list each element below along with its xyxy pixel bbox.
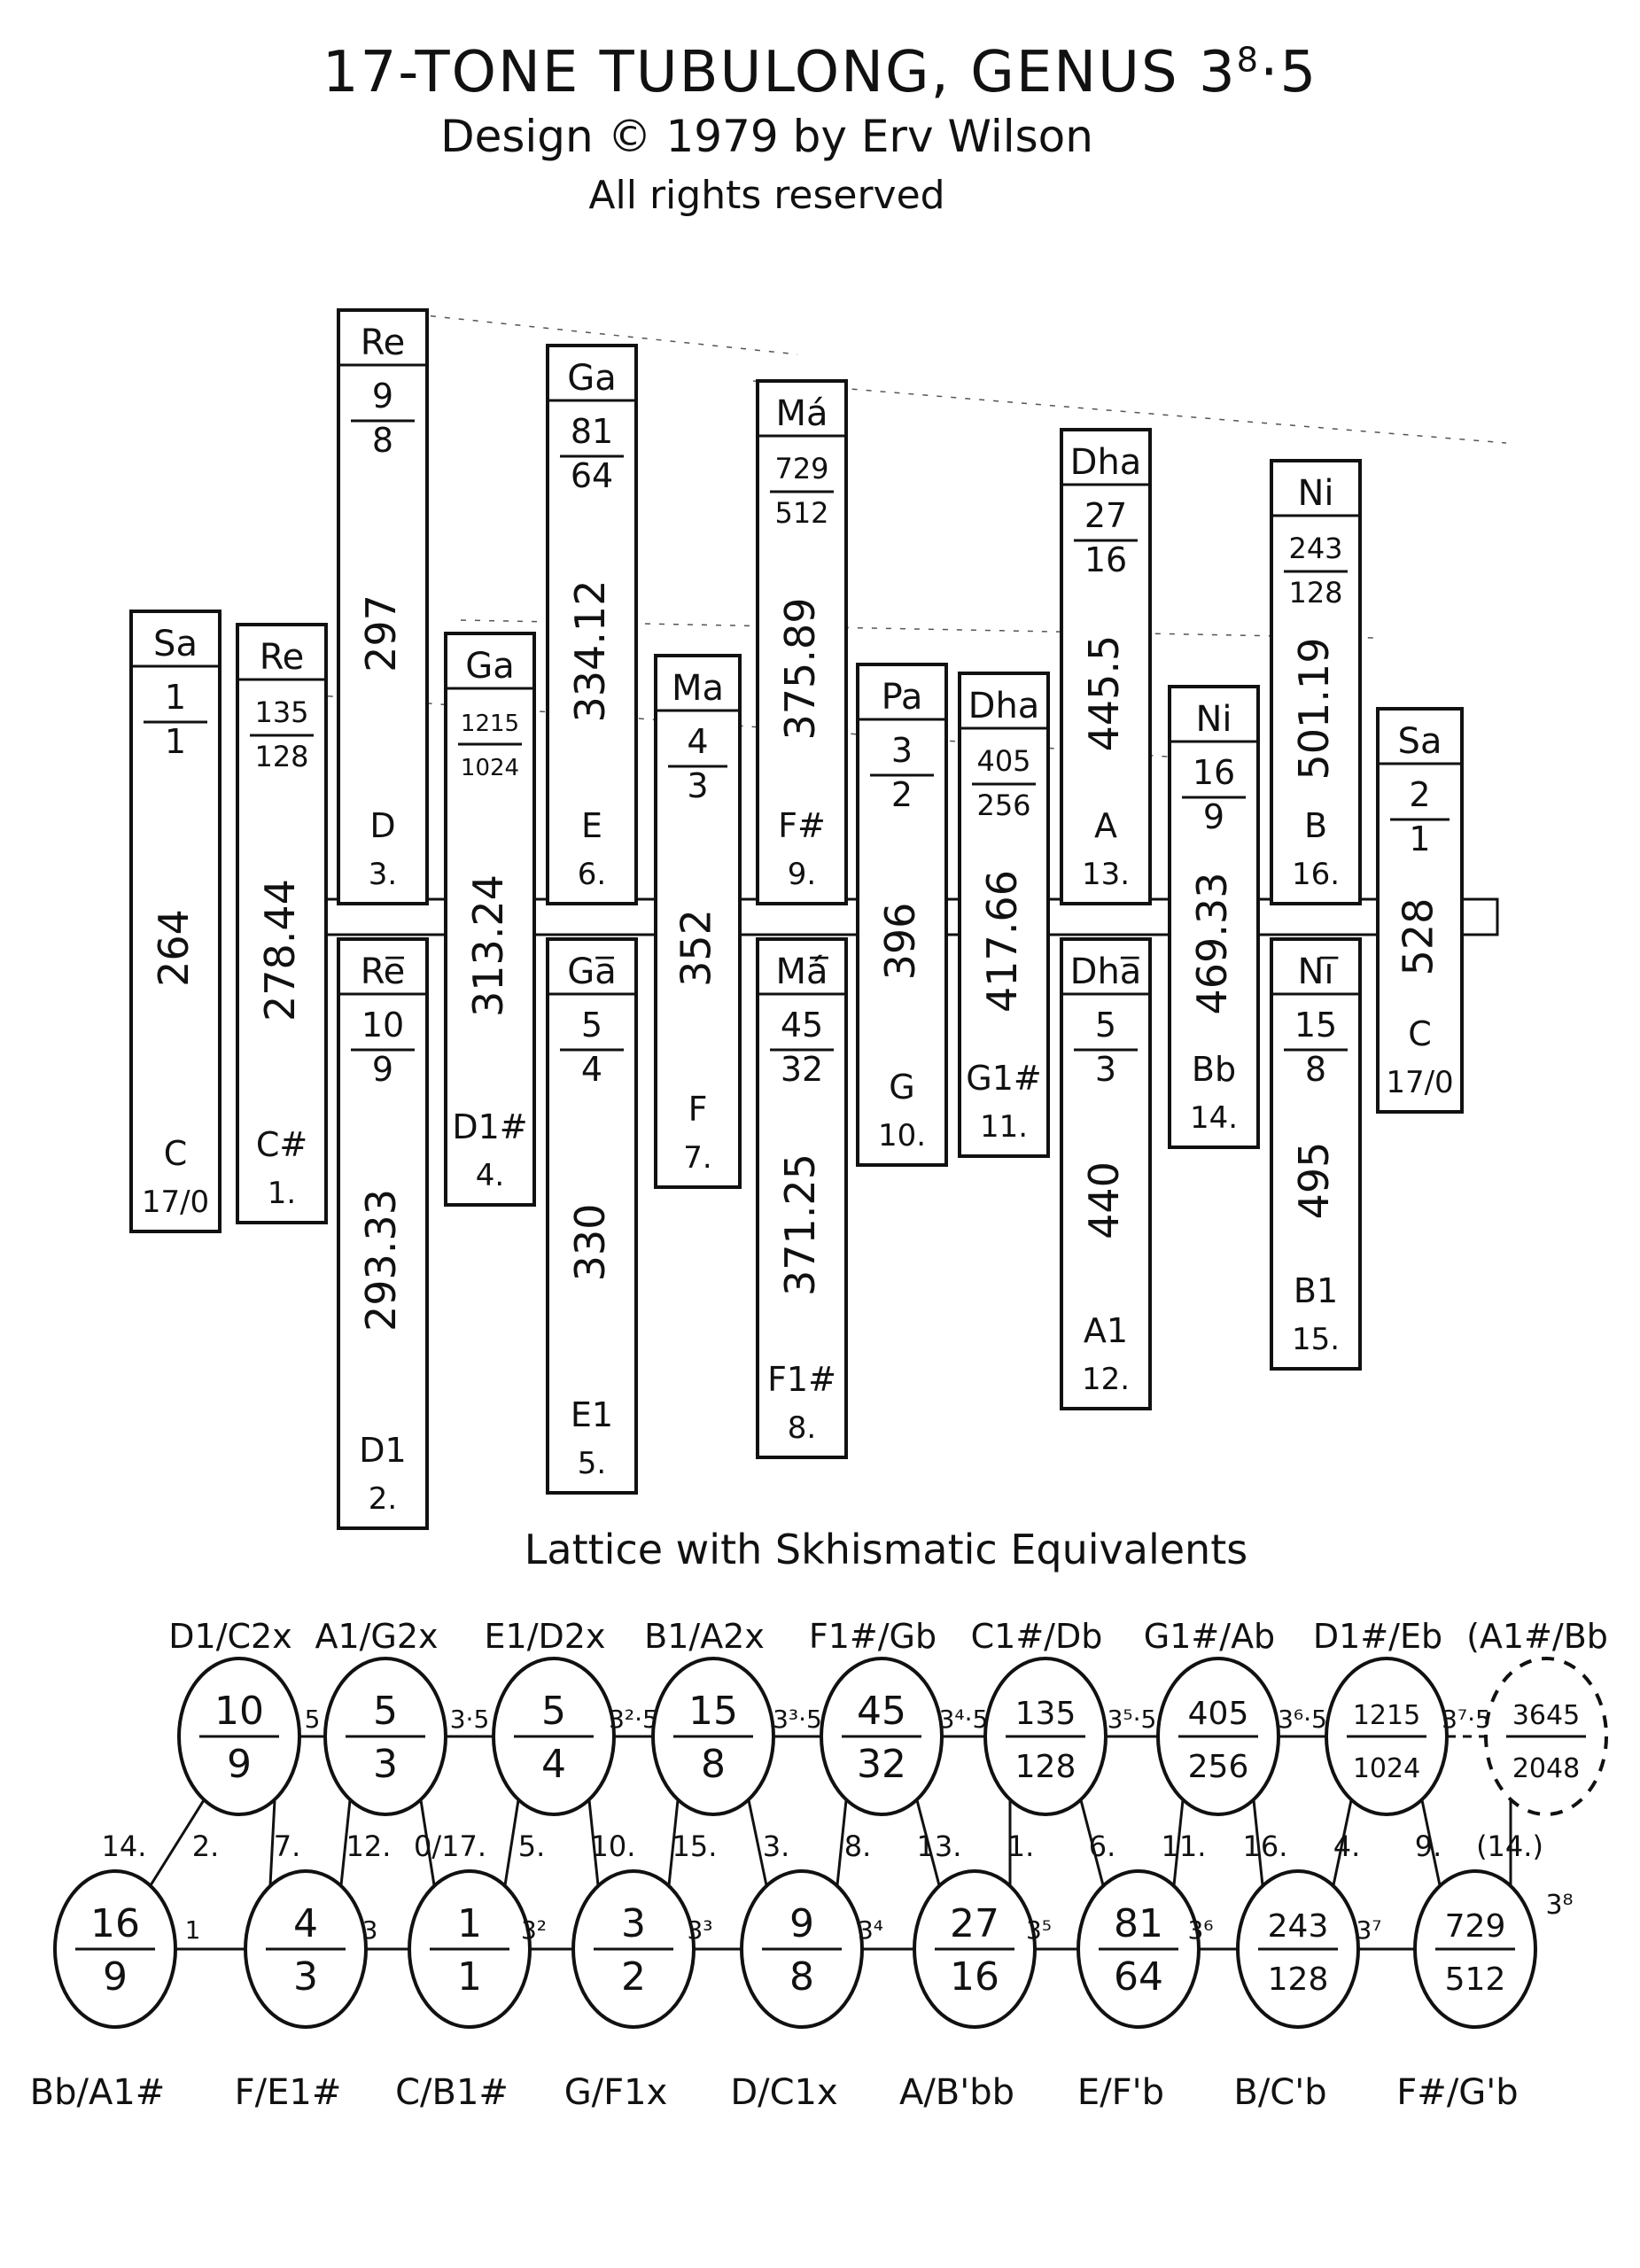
lattice-node-top: [1158, 1658, 1279, 1814]
lattice-step-label: 9.: [1414, 1829, 1442, 1863]
tube-ratio-num: 81: [570, 412, 614, 451]
lattice-node-num: 16: [90, 1901, 140, 1946]
tube-ratio-den: 128: [1288, 576, 1343, 610]
tube-1: [131, 611, 220, 1231]
tube-9: [758, 381, 846, 904]
tube-ratio-num: 243: [1288, 532, 1343, 565]
lattice-node-den: 128: [1014, 1749, 1076, 1785]
tube-frequency: 293.33: [357, 1189, 405, 1332]
tube-note-name: D: [369, 806, 396, 845]
lattice-node-num: 81: [1114, 1901, 1163, 1946]
tube-ratio-num: 2: [1409, 775, 1431, 814]
tube-sargam: Má: [775, 393, 828, 434]
lattice-bottom-name: Bb/A1#: [29, 2072, 166, 2113]
tube-note-name: E: [580, 806, 603, 845]
lattice-title: Lattice with Skhismatic Equivalents: [524, 1526, 1248, 1573]
tube-frequency: 371.25: [776, 1153, 824, 1296]
tube-5: [446, 633, 534, 1205]
lattice-node-num: 4: [293, 1901, 318, 1946]
lattice-step-label: 10.: [590, 1829, 636, 1863]
tube-note-name: B1: [1293, 1271, 1339, 1310]
lattice-node-bottom: [742, 1871, 862, 2027]
tube-sargam: Ni̅: [1297, 951, 1334, 992]
tube-ratio-den: 1: [1409, 819, 1431, 858]
tube-ratio-den: 128: [254, 740, 309, 773]
tube-note-name: Bb: [1191, 1050, 1237, 1089]
tube-11: [858, 664, 946, 1165]
tube-8: [656, 656, 740, 1187]
lattice-node-den: 4: [541, 1742, 566, 1787]
lattice-node-bottom: [1415, 1871, 1535, 2027]
tube-ratio-num: 10: [361, 1006, 405, 1045]
lattice-node-bottom: [1078, 1871, 1199, 2027]
lattice-top-name: C1#/Db: [970, 1617, 1103, 1656]
lattice-edge-label-top: 3⁶·5: [1278, 1705, 1327, 1734]
design-credit: Design © 1979 by Erv Wilson: [440, 111, 1093, 162]
lattice-node-num: 1215: [1352, 1700, 1421, 1731]
tube-frequency: 297: [357, 594, 405, 672]
lattice-node-num: 1: [457, 1901, 482, 1946]
tube-ratio-num: 45: [780, 1006, 824, 1045]
lattice-step-label: 4.: [1333, 1829, 1361, 1863]
title-exponent: 8: [1236, 40, 1261, 81]
tube-ratio-den: 2: [890, 775, 913, 814]
tube-ratio-den: 8: [1304, 1050, 1327, 1089]
tube-ratio-den: 16: [1084, 540, 1128, 579]
tube-index: 4.: [475, 1158, 505, 1193]
lattice-node-num: 5: [373, 1689, 398, 1734]
tube-7: [548, 939, 636, 1493]
tube-sargam: Ni: [1195, 699, 1232, 740]
tube-frequency: 352: [672, 909, 720, 987]
tube-sargam: Re: [259, 637, 305, 678]
tube-ratio-num: 135: [254, 695, 309, 729]
lattice-node-den: 512: [1444, 1961, 1506, 1998]
tube-ratio-den: 1: [164, 722, 187, 761]
lattice-edge-label-bottom: 3⁴: [857, 1915, 884, 1945]
lattice-step-label: 7.: [273, 1829, 301, 1863]
lattice-node-top: [653, 1658, 773, 1814]
tube-frequency: 445.5: [1080, 634, 1128, 752]
lattice-node-den: 9: [103, 1954, 128, 2000]
tube-sargam: Sa: [1397, 721, 1442, 762]
tube-note-name: E1: [570, 1395, 614, 1434]
tube-index: 15.: [1291, 1322, 1341, 1357]
tube-13: [1061, 430, 1150, 904]
lattice-node-den: 9: [227, 1742, 252, 1787]
lattice-step-label: 14.: [101, 1829, 147, 1863]
tube-frequency: 417.66: [978, 870, 1026, 1013]
tube-4: [338, 939, 427, 1528]
tube-ratio-den: 9: [371, 1050, 394, 1089]
lattice-step-label: 15.: [672, 1829, 718, 1863]
tube-note-name: G: [889, 1068, 915, 1107]
lattice-bottom-name: D/C1x: [730, 2072, 838, 2113]
tube-note-name: B: [1303, 806, 1328, 845]
lattice-node-top: [494, 1658, 614, 1814]
lattice-top-name: A1/G2x: [315, 1617, 439, 1656]
tube-index: 7.: [683, 1140, 712, 1176]
tube-ratio-num: 27: [1084, 496, 1128, 535]
lattice-edge-label-bottom: 3: [361, 1915, 378, 1945]
tube-ratio-den: 4: [580, 1050, 603, 1089]
lattice-edge-label-top: 3·5: [449, 1705, 490, 1734]
lattice-step-label: 5.: [517, 1829, 546, 1863]
tube-note-name: C: [1408, 1014, 1432, 1053]
lattice-top-name: D1#/Eb: [1312, 1617, 1443, 1656]
tube-sargam: Dha̅: [1069, 951, 1142, 992]
tube-index: 1.: [267, 1176, 297, 1211]
tube-ratio-den: 1024: [460, 755, 520, 781]
lattice-node-bottom: [573, 1871, 694, 2027]
tube-note-name: F1#: [767, 1360, 836, 1399]
tube-note-name: F#: [778, 806, 826, 845]
lattice-top-name: E1/D2x: [484, 1617, 606, 1656]
lattice-edge-label-bottom: 3⁶: [1187, 1915, 1214, 1945]
lattice-bottom-name: G/F1x: [564, 2072, 668, 2113]
lattice-node-num: 405: [1187, 1696, 1249, 1732]
tube-sargam: Pa: [881, 677, 923, 718]
lattice-node-num: 9: [789, 1901, 814, 1946]
lattice-edge-label-top: 3³·5: [773, 1705, 822, 1734]
tube-18: [1378, 709, 1462, 1112]
tube-bars: [131, 310, 1506, 1528]
lattice-step-label: 1.: [1007, 1829, 1035, 1863]
tube-note-name: F: [688, 1090, 708, 1129]
tube-index: 9.: [787, 857, 817, 892]
lattice-step-label: 11.: [1161, 1829, 1207, 1863]
tube-frequency: 495: [1290, 1141, 1338, 1220]
lattice-top-name: G1#/Ab: [1143, 1617, 1276, 1656]
lattice-edge-label-bottom: 3²: [520, 1915, 548, 1945]
lattice-bottom-name: F#/G'b: [1396, 2072, 1519, 2113]
tube-note-name: G1#: [966, 1059, 1042, 1098]
lattice-node-bottom: [1238, 1871, 1358, 2027]
lattice-node-num: 729: [1444, 1908, 1506, 1945]
tube-frequency: 469.33: [1188, 872, 1236, 1015]
tube-index: 10.: [877, 1118, 927, 1153]
lattice-node-bottom: [409, 1871, 530, 2027]
tube-note-name: C: [163, 1134, 188, 1173]
lattice-node-den: 16: [950, 1954, 999, 2000]
tube-frequency: 501.19: [1290, 637, 1338, 781]
tube-index: 14.: [1189, 1100, 1239, 1136]
tube-ratio-num: 9: [371, 377, 394, 416]
lattice-edge-label-top: 3⁷·5: [1442, 1705, 1491, 1734]
tube-index: 12.: [1081, 1362, 1131, 1397]
lattice-edge-label-bottom: 1: [184, 1915, 201, 1945]
tube-frequency: 528: [1394, 897, 1442, 976]
tube-ratio-num: 15: [1294, 1006, 1338, 1045]
title-text: 17-TONE TUBULONG, GENUS 3: [322, 40, 1237, 105]
tube-15: [1170, 687, 1258, 1147]
tube-index: 8.: [787, 1410, 817, 1446]
lattice-node-top: [325, 1658, 446, 1814]
tube-2: [237, 625, 326, 1223]
tube-index: 13.: [1081, 857, 1131, 892]
tube-ratio-den: 32: [780, 1050, 824, 1089]
lattice-node-top: [179, 1658, 299, 1814]
title-tail: ·5: [1260, 40, 1318, 105]
tube-index: 2.: [368, 1481, 398, 1517]
lattice-step-label: 8.: [843, 1829, 872, 1863]
tube-ratio-num: 1215: [460, 711, 520, 737]
tube-frequency: 278.44: [256, 879, 304, 1021]
lattice-top-name: B1/A2x: [644, 1617, 765, 1656]
lattice-node-num: 135: [1014, 1696, 1076, 1732]
tube-frequency: 330: [566, 1203, 614, 1282]
lattice-node-bottom: [245, 1871, 366, 2027]
lattice-node-den: 256: [1187, 1749, 1249, 1785]
tube-frequency: 375.89: [776, 597, 824, 741]
tube-ratio-num: 4: [687, 722, 709, 761]
lattice-edge-label-bottom: 3⁵: [1025, 1915, 1053, 1945]
lattice-node-top: [821, 1658, 942, 1814]
lattice-node-bottom: [914, 1871, 1035, 2027]
lattice-bottom-name: A/B'bb: [898, 2072, 1015, 2113]
tube-sargam: Ga: [567, 358, 617, 399]
tube-sargam: Ga: [465, 646, 515, 687]
tube-sargam: Ma: [671, 668, 725, 709]
lattice-node-den: 3: [373, 1742, 398, 1787]
tube-sargam: Ga̅: [567, 951, 617, 992]
tube-ratio-num: 405: [976, 744, 1031, 778]
lattice-node-num: 5: [541, 1689, 566, 1734]
lattice-edge-label-top: 5: [304, 1705, 321, 1734]
lattice-node-num: 10: [214, 1689, 264, 1734]
lattice-node-num: 3645: [1512, 1700, 1581, 1731]
tube-note-name: A1: [1083, 1311, 1129, 1350]
lattice-step-label: 0/17.: [413, 1829, 487, 1863]
lattice-node-den: 8: [701, 1742, 726, 1787]
lattice-step-label: (14.): [1476, 1829, 1543, 1863]
tube-sargam: Dha: [1069, 442, 1142, 483]
tube-ratio-den: 64: [570, 456, 614, 495]
tube-index: 3.: [368, 857, 398, 892]
tube-note-name: C#: [255, 1125, 308, 1164]
lattice-node-den: 3: [293, 1954, 318, 2000]
lattice-edge-label-top: 3²·5: [609, 1705, 658, 1734]
tube-ratio-num: 3: [890, 731, 913, 770]
tube-ratio-num: 1: [164, 678, 187, 717]
lattice-node-den: 2: [621, 1954, 646, 2000]
lattice-edge-label-bottom: 3⁷: [1356, 1915, 1382, 1945]
tube-ratio-num: 16: [1192, 753, 1236, 792]
lattice-node-den: 64: [1114, 1954, 1163, 2000]
tube-14: [1061, 939, 1150, 1409]
tube-note-name: A: [1094, 806, 1117, 845]
tube-sargam: Má̅: [775, 951, 828, 992]
lattice-node-den: 128: [1267, 1961, 1329, 1998]
tube-16: [1271, 461, 1360, 904]
lattice-node-num: 27: [950, 1901, 999, 1946]
tube-frequency: 264: [150, 909, 198, 987]
tube-12: [960, 673, 1048, 1156]
tube-ratio-num: 5: [1094, 1006, 1117, 1045]
rights-notice: All rights reserved: [588, 173, 945, 218]
tube-sargam: Re: [360, 322, 406, 363]
lattice-top-name: F1#/Gb: [808, 1617, 937, 1656]
tube-10: [758, 939, 846, 1457]
tube-sargam: Ni: [1297, 473, 1334, 514]
lattice-top-name: D1/C2x: [168, 1617, 292, 1656]
tube-note-name: D1#: [452, 1107, 528, 1146]
lattice-node-bottom: [55, 1871, 175, 2027]
tube-index: 17/0: [141, 1184, 210, 1220]
lattice-node-num: 243: [1267, 1908, 1329, 1945]
tube-frequency: 396: [876, 902, 924, 981]
tube-index: 11.: [979, 1109, 1029, 1145]
lattice-node-den: 1: [457, 1954, 482, 2000]
tube-ratio-den: 256: [976, 788, 1031, 822]
lattice-node-num: 3: [621, 1901, 646, 1946]
tube-ratio-den: 9: [1202, 797, 1225, 836]
lattice-edge-diagonal: [505, 1800, 518, 1885]
tube-ratio-num: 5: [580, 1006, 603, 1045]
tube-frequency: 334.12: [566, 579, 614, 723]
tube-note-name: D1: [359, 1431, 407, 1470]
lattice-edge-label-tail: 3⁸: [1545, 1890, 1574, 1921]
lattice-step-label: 12.: [346, 1829, 392, 1863]
tube-6: [548, 346, 636, 904]
lattice-bottom-name: B/C'b: [1233, 2072, 1327, 2113]
tube-ratio-den: 8: [371, 421, 394, 460]
lattice-edge-label-top: 3⁴·5: [938, 1705, 989, 1734]
tube-index: 16.: [1291, 857, 1341, 892]
lattice-step-label: 13.: [916, 1829, 962, 1863]
tube-frequency: 440: [1080, 1161, 1128, 1239]
lattice-node-den: 1024: [1352, 1753, 1421, 1784]
lattice-node-num: 15: [688, 1689, 738, 1734]
tube-frequency: 313.24: [464, 874, 512, 1017]
lattice-bottom-name: C/B1#: [395, 2072, 509, 2113]
tube-index: 5.: [577, 1446, 607, 1481]
lattice-node-top: [1326, 1658, 1447, 1814]
tube-index: 6.: [577, 857, 607, 892]
tube-sargam: Dha: [968, 686, 1040, 726]
lattice-step-label: 2.: [191, 1829, 220, 1863]
tube-index: 17/0: [1386, 1065, 1454, 1100]
lattice-bottom-name: F/E1#: [234, 2072, 342, 2113]
lattice-node-den: 32: [857, 1742, 906, 1787]
lattice-step-label: 16.: [1242, 1829, 1288, 1863]
lattice-node-den: 2048: [1512, 1753, 1581, 1784]
lattice-node-top: [985, 1658, 1106, 1814]
lattice-edge-label-bottom: 3³: [687, 1915, 713, 1945]
lattice-node-top: [1486, 1658, 1606, 1814]
lattice-node-den: 8: [789, 1954, 814, 2000]
lattice-step-label: 3.: [762, 1829, 790, 1863]
tube-ratio-den: 3: [1094, 1050, 1117, 1089]
tube-3: [338, 310, 427, 904]
lattice-bottom-name: E/F'b: [1076, 2072, 1165, 2113]
lattice-edge-label-top: 3⁵·5: [1107, 1705, 1157, 1734]
lattice-step-label: 6.: [1088, 1829, 1116, 1863]
tube-ratio-num: 729: [774, 452, 829, 485]
lattice-top-name: (A1#/Bb: [1466, 1617, 1608, 1656]
tube-17: [1271, 939, 1360, 1369]
tube-sargam: Sa: [153, 624, 198, 664]
tube-sargam: Re̅: [360, 951, 406, 992]
lattice-node-num: 45: [857, 1689, 906, 1734]
tube-ratio-den: 512: [774, 496, 829, 530]
tube-ratio-den: 3: [687, 766, 709, 805]
